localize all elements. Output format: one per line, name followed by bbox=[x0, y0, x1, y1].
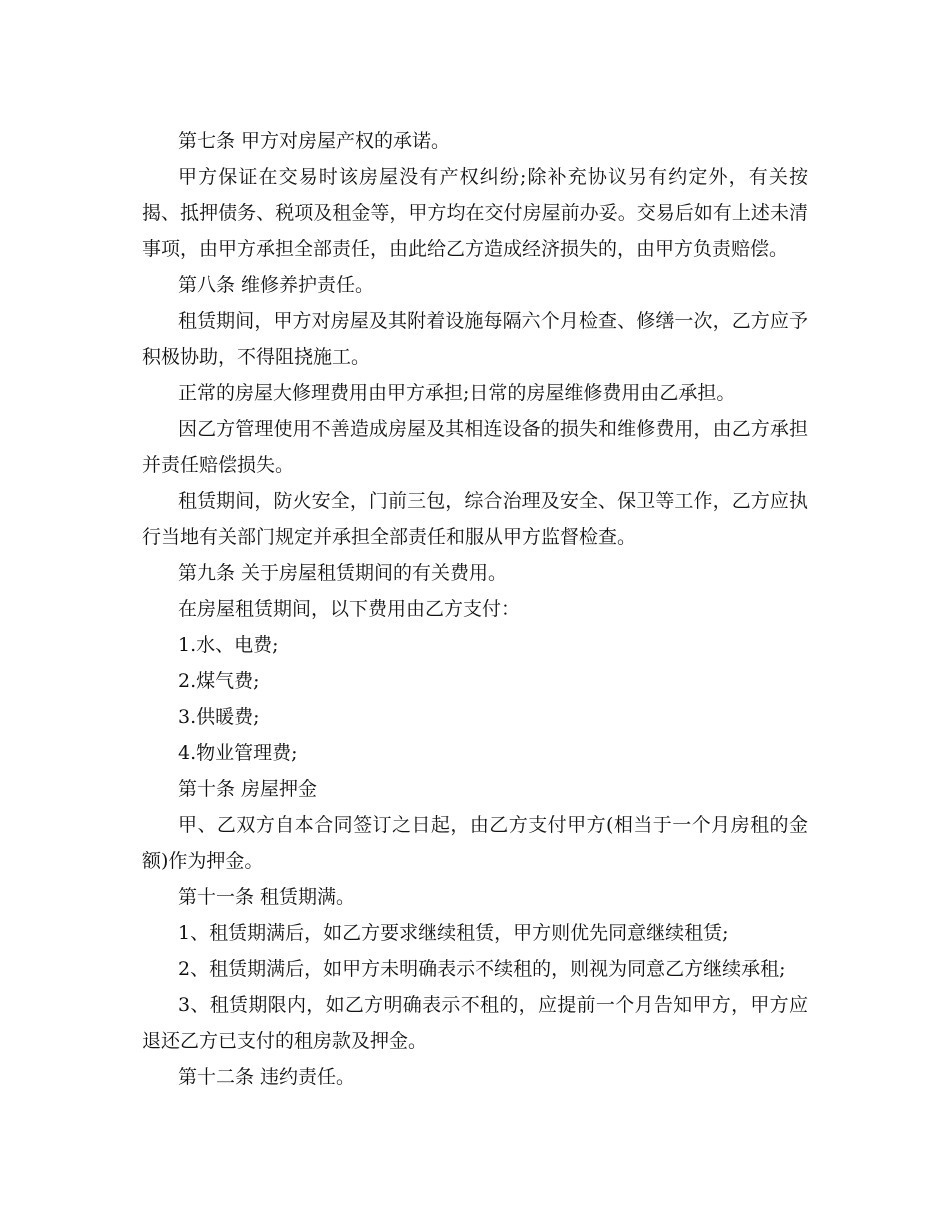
clause-heading: 第八条 维修养护责任。 bbox=[178, 274, 375, 296]
clause-heading: 第十二条 违约责任。 bbox=[178, 1066, 356, 1088]
clause-heading: 第十条 房屋押金 bbox=[178, 778, 318, 800]
paragraph: 租赁期间，防火安全，门前三包，综合治理及安全、保卫等工作，乙方应执行当地有关部门规定并承担全部责任和服从甲方监督检查。 bbox=[142, 490, 808, 548]
list-item: 3、租赁期限内，如乙方明确表示不租的，应提前一个月告知甲方，甲方应退还乙方已支付的租房款及押金。 bbox=[142, 994, 808, 1052]
document-body bbox=[142, 123, 808, 1095]
clause-heading: 第九条 关于房屋租赁期间的有关费用。 bbox=[178, 562, 508, 584]
paragraph: 因乙方管理使用不善造成房屋及其相连设备的损失和维修费用，由乙方承担并责任赔偿损失。 bbox=[142, 418, 808, 476]
paragraph: 甲方保证在交易时该房屋没有产权纠纷;除补充协议另有约定外，有关按揭、抵押债务、税项及租金等，甲方均在交付房屋前办妥。交易后如有上述未清事项，由甲方承担全部责任，由此给乙方造成经济损失的，由甲方负责赔偿。 bbox=[142, 166, 808, 260]
clause-heading: 第十一条 租赁期满。 bbox=[178, 886, 356, 908]
clause-heading: 第七条 甲方对房屋产权的承诺。 bbox=[178, 130, 451, 152]
list-item: 2.煤气费; bbox=[178, 670, 260, 692]
list-item: 2、租赁期满后，如甲方未明确表示不续租的，则视为同意乙方继续承租; bbox=[178, 958, 786, 980]
list-item: 3.供暖费; bbox=[178, 706, 260, 728]
paragraph: 甲、乙双方自本合同签订之日起，由乙方支付甲方(相当于一个月房租的金额)作为押金。 bbox=[142, 814, 808, 872]
paragraph: 正常的房屋大修理费用由甲方承担;日常的房屋维修费用由乙承担。 bbox=[178, 382, 736, 404]
list-item: 1.水、电费; bbox=[178, 634, 279, 656]
list-item: 4.物业管理费; bbox=[178, 742, 298, 764]
paragraph: 在房屋租赁期间，以下费用由乙方支付： bbox=[178, 598, 521, 620]
list-item: 1、租赁期满后，如乙方要求继续租赁，甲方则优先同意继续租赁; bbox=[178, 922, 729, 944]
paragraph: 租赁期间，甲方对房屋及其附着设施每隔六个月检查、修缮一次，乙方应予积极协助，不得阻挠施工。 bbox=[142, 310, 808, 368]
